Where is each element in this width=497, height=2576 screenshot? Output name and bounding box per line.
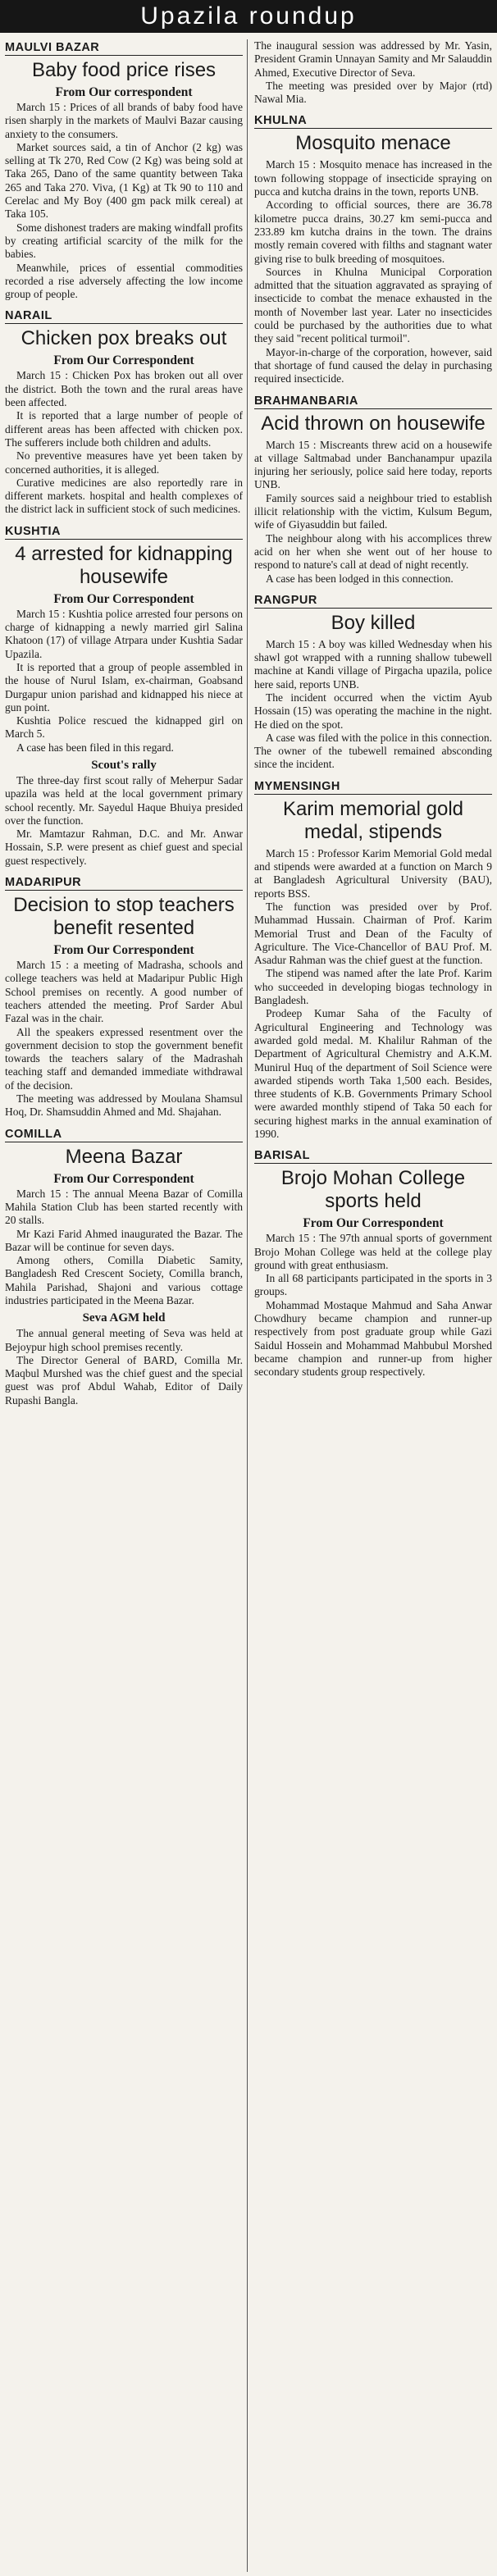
article-headline: Karim memorial gold medal, stipends (282, 797, 464, 843)
article-paragraph: According to official sources, there are 36.78 kilometre pucca drains, 30.27 km semi-pucca and 233.89 km kutcha drains in the town. The drains mostly remain covered with filths and stagnant water giving rise to bulk breeding of mosquitoes. (254, 198, 492, 265)
article-khulna (254, 114, 492, 385)
article-paragraph: All the speakers expressed resentment over the government decision to stop the government benefit towards the teachers salary of the Madrashah teaching staff and demanded immediate withdrawal of the decision. (5, 1025, 243, 1092)
article-paragraph: A case was filed with the police in this connection. The owner of the tubewell remained absconding since the incident. (254, 731, 492, 771)
article-paragraph: Mohammad Mostaque Mahmud and Saha Anwar Chowdhury became champion and runner-up respectively from post graduate group while Gazi Saidul Hossein and Mohammad Mahbubul Morshed became champion and runner-up from higher secondary students group respectively. (254, 1298, 492, 1379)
article-paragraph: Curative medicines are also reportedly rare in different markets. hospital and health complexes of the district lack in sufficient stock of such medicines. (5, 476, 243, 516)
article-byline: From Our Correspondent (53, 591, 194, 606)
article-kicker: KHULNA (254, 114, 492, 129)
article-paragraph: The three-day first scout rally of Meherpur Sadar upazila was held at the local government primary school recently. Mr. Sayedul Haque Bhuiya presided over the function. (5, 773, 243, 827)
article-kicker: MADARIPUR (5, 876, 243, 891)
article-paragraph: The function was presided over by Prof. Muhammad Hussain. Chairman of Prof. Karim Memorial Trust and Dean of the Faculty of Agriculture. The Vice-Chancellor of BAU Prof. M. Asadur Rahman was the chief guest at the function. (254, 900, 492, 967)
article-kicker: BARISAL (254, 1149, 492, 1164)
article-paragraph: Among others, Comilla Diabetic Samity, Bangladesh Red Crescent Society, Comilla branch, Mahila Parishad, Shajoni and various cottage industries participated in the Meena Bazar. (5, 1254, 243, 1306)
article-paragraph: Prodeep Kumar Saha of the Faculty of Agricultural Engineering and Technology was awarded gold medal. M. Khalilur Rahman of the Department of Agricultural Chemistry and A.K.M. Munirul Huq of the department of Soil Science were awarded stipends worth Taka 1,500 each. Besides, three students of K.B. Governments Primary School were awarded monthly stipend of Taka 50 each for securing highest marks in the annual examination of 1990. (254, 1007, 492, 1140)
article-paragraph: Mr Kazi Farid Ahmed inaugurated the Bazar. The Bazar will be continue for seven days. (5, 1227, 243, 1253)
article-byline: From Our Correspondent (53, 1171, 194, 1186)
article-kicker: RANGPUR (254, 594, 492, 609)
article-kicker: BRAHMANBARIA (254, 394, 492, 409)
article-paragraph: Meanwhile, prices of essential commodities recorded a rise adversely affecting the low income group of people. (5, 261, 243, 301)
article-paragraph: It is reported that a group of people assembled in the house of Nurul Islam, ex-chairman, Goabsand Durgapur union parishad and kidnapped his niece at gun point. (5, 660, 243, 714)
article-paragraph: March 15 : a meeting of Madrasha, schools and college teachers was held at Madaripur Public High School premises on recently. A good number of teachers attended the meeting. Prof Sarder Abul Fazal was in the chair. (5, 959, 243, 1025)
article-paragraph: March 15 : Miscreants threw acid on a housewife at village Saltmabad under Banchanampur upazila injuring her seriously, police said here today, reports UNB. (254, 438, 492, 491)
article-brahmanbaria (254, 394, 492, 586)
article-headline: Chicken pox breaks out (21, 327, 227, 350)
article-paragraph: The stipend was named after the late Prof. Karim who succeeded in developing biogas technology in Bangladesh. (254, 967, 492, 1007)
article-paragraph: In all 68 participants participated in the sports in 3 groups. (254, 1272, 492, 1298)
article-byline: From Our correspondent (55, 85, 193, 99)
article-byline: From Our Correspondent (53, 943, 194, 958)
section-banner: Upazila roundup (0, 0, 497, 33)
article-headline: 4 arrested for kidnapping housewife (15, 542, 233, 588)
article-kicker: KUSHTIA (5, 525, 243, 540)
article-paragraph: The neighbour along with his accomplices threw acid on her when she went out of her house to respond to nature's call at dead of night recently. (254, 531, 492, 572)
article-paragraph: Mayor-in-charge of the corporation, however, said that shortage of fund caused the delay in purchasing required insecticide. (254, 345, 492, 385)
article-comilla (5, 1128, 243, 1407)
article-rangpur (254, 594, 492, 772)
article-subheadline: Seva AGM held (82, 1311, 166, 1325)
article-paragraph: March 15 : Chicken Pox has broken out all over the district. Both the town and the rural areas have been affected. (5, 369, 243, 409)
article-madaripur (5, 876, 243, 1119)
article-paragraph: Mr. Mamtazur Rahman, D.C. and Mr. Anwar Hossain, S.P. were present as chief guest and special guest respectively. (5, 828, 243, 867)
article-kicker: MYMENSINGH (254, 780, 492, 795)
article-paragraph: Kushtia Police rescued the kidnapped girl on March 5. (5, 714, 243, 741)
article-headline: Brojo Mohan College sports held (280, 1167, 466, 1213)
article-headline: Baby food price rises (31, 59, 217, 81)
article-maulvi-bazar (5, 41, 243, 301)
article-paragraph: No preventive measures have yet been taken by concerned authorities, it is alleged. (5, 449, 243, 476)
article-paragraph: Some dishonest traders are making windfall profits by creating artificial scarcity of the milk for the babies. (5, 221, 243, 261)
article-paragraph: March 15 : Mosquito menace has increased in the town following stoppage of insecticide spraying on pucca and kutcha drains in the town, reports UNB. (254, 158, 492, 198)
article-paragraph: Sources in Khulna Municipal Corporation admitted that the situation aggravated as spraying of insecticide to combat the menace exhausted in the month of November last year. Later no insecticides could be purchased by the authorities due to what they said "recent political turmoil". (254, 265, 492, 345)
article-paragraph: The Director General of BARD, Comilla Mr. Maqbul Murshed was the chief guest and the special guest was prof Abdul Wahab, Editor of Daily Rupashi Bangla. (5, 1353, 243, 1407)
article-kicker: MAULVI BAZAR (5, 41, 243, 56)
article-paragraph: March 15 : Professor Karim Memorial Gold medal and stipends were awarded at a function on March 9 at Bangladesh Agricultural University (BAU), reports BSS. (254, 846, 492, 900)
article-headline: Meena Bazar (65, 1145, 183, 1168)
article-headline: Acid thrown on housewife (261, 412, 486, 435)
left-column (5, 39, 243, 1416)
article-byline: From Our Correspondent (303, 1216, 444, 1231)
article-paragraph: March 15 : The 97th annual sports of government Brojo Mohan College was held at the college play ground with great enthusiasm. (254, 1232, 492, 1271)
article-paragraph: It is reported that a large number of people of different areas has been affected with chicken pox. The sufferers include both children and adults. (5, 409, 243, 449)
article-paragraph: The meeting was presided over by Major (rtd) Nawal Mia. (254, 79, 492, 106)
article-byline: From Our Correspondent (53, 353, 194, 368)
article-paragraph: Market sources said, a tin of Anchor (2 kg) was selling at Tk 270, Red Cow (2 Kg) was being sold at Taka 265, Dano of the same quantity between Taka 265 and Taka 270. Viva, (1 Kg) at Tk 90 to 110 and Cerelac and My Boy (400 gm pack milk cereal) at Taka 105. (5, 140, 243, 221)
article-paragraph: A case has been lodged in this connection. (266, 572, 454, 585)
article-paragraph: March 15 : A boy was killed Wednesday when his shawl got wrapped with a running shallow tubewell machine at Kandi village of Pirgacha upazila, police here said, reports UNB. (254, 637, 492, 691)
article-paragraph: The meeting was addressed by Moulana Shamsul Hoq, Dr. Shamsuddin Ahmed and Md. Shajahan. (5, 1092, 243, 1119)
article-barisal (254, 1149, 492, 1379)
article-comilla-continued (254, 39, 492, 106)
article-kushtia (5, 525, 243, 868)
article-paragraph: March 15 : Prices of all brands of baby food have risen sharply in the markets of Maulvi Bazar causing anxiety to the consumers. (5, 101, 243, 140)
article-paragraph: The inaugural session was addressed by Mr. Yasin, President Gramin Unnayan Samity and Mr Salauddin Ahmed, Executive Director of Seva. (254, 39, 492, 79)
article-paragraph: The incident occurred when the victim Ayub Hossain (15) was operating the machine in the night. He died on the spot. (254, 691, 492, 731)
article-kicker: COMILLA (5, 1128, 243, 1142)
article-subheadline: Scout's rally (91, 758, 157, 772)
article-paragraph: The annual general meeting of Seva was held at Bejoypur high school premises recently. (5, 1327, 243, 1353)
article-paragraph: March 15 : The annual Meena Bazar of Comilla Mahila Station Club has been started recently with 20 stalls. (5, 1187, 243, 1227)
article-headline: Boy killed (331, 611, 416, 634)
article-paragraph: A case has been filed in this regard. (16, 741, 174, 754)
article-paragraph: March 15 : Kushtia police arrested four persons on charge of kidnapping a newly married girl Salina Khatoon (17) of village Atrpara under Kushtia Sadar Upazila. (5, 607, 243, 660)
article-mymensingh (254, 780, 492, 1142)
article-kicker: NARAIL (5, 309, 243, 324)
article-headline: Decision to stop teachers benefit resented (13, 894, 235, 940)
article-paragraph: Family sources said a neighbour tried to establish illicit relationship with the victim, Kulsum Begum, wife of Giyasuddin but failed. (254, 491, 492, 531)
right-column (254, 39, 492, 1388)
article-headline: Mosquito menace (295, 132, 451, 155)
column-divider (247, 39, 248, 2572)
article-narail (5, 309, 243, 516)
